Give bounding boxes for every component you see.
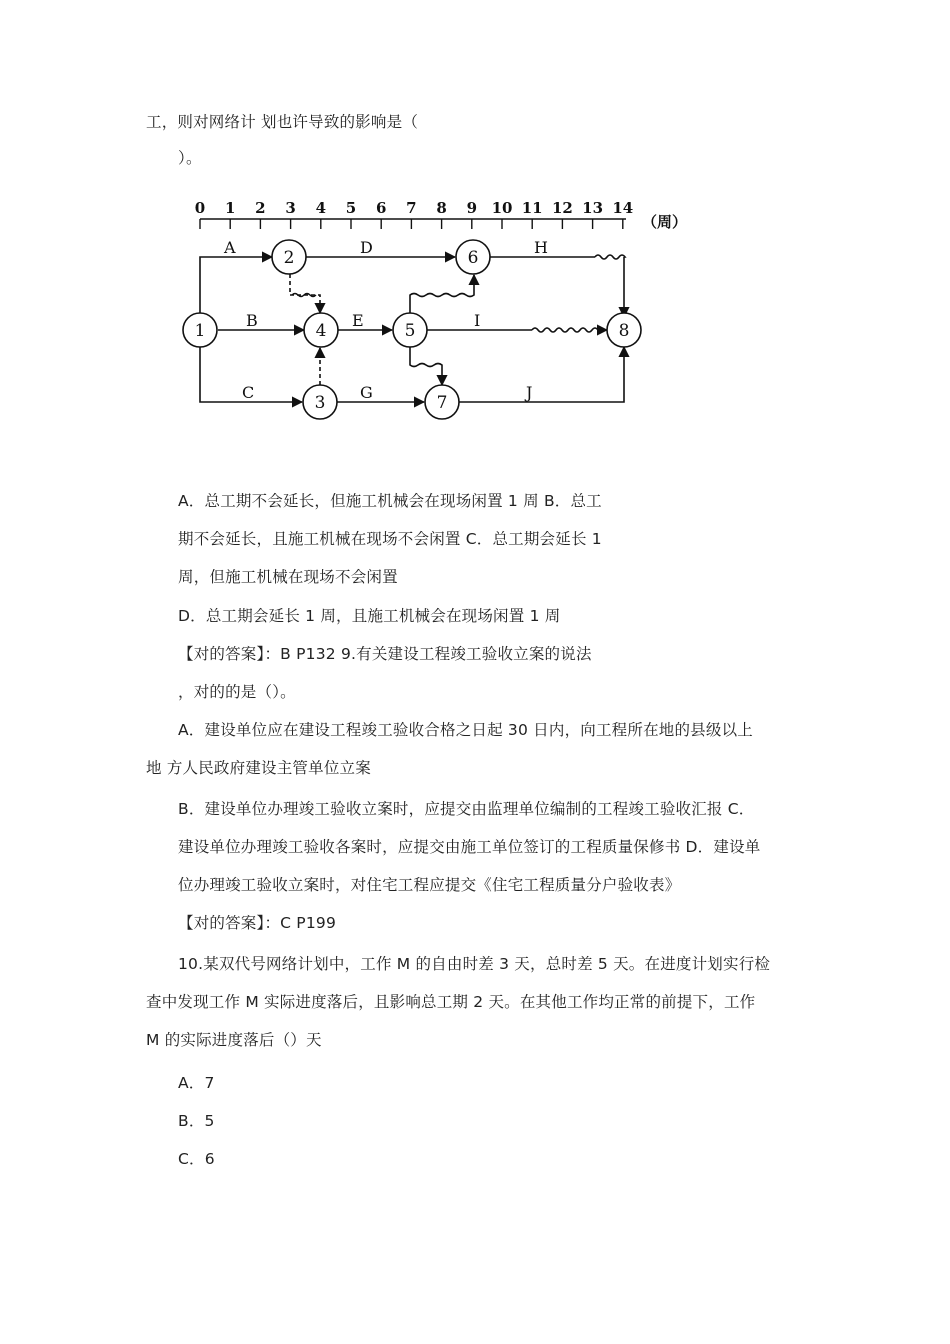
text-line: 周，但施工机械在现场不会闲置	[178, 568, 398, 586]
label-I: I	[474, 311, 481, 330]
label-H: H	[534, 238, 548, 257]
label-E: E	[352, 311, 364, 330]
text-line: D．总工期会延长 1 周，且施工机械会在现场闲置 1 周	[178, 607, 561, 625]
text-line: 10.某双代号网络计划中，工作 M 的自由时差 3 天，总时差 5 天。在进度计划实行检	[178, 955, 771, 973]
text-line: B．5	[178, 1112, 215, 1130]
label-D: D	[360, 238, 373, 257]
text-line: B．建设单位办理竣工验收立案时，应提交由监理单位编制的工程竣工验收汇报 C．	[178, 800, 755, 818]
time-scale	[195, 199, 687, 231]
text-line: ，对的的是（）。	[178, 683, 296, 701]
wave-H	[595, 255, 625, 259]
node-8: 8	[618, 321, 630, 341]
text-line: A．建设单位应在建设工程竣工验收合格之日起 30 日内，向工程所在地的县级以上	[178, 721, 753, 739]
wave-5-7	[410, 347, 442, 385]
scale-tick-label: 0	[194, 199, 206, 217]
text-line: 期不会延长，且施工机械在现场不会闲置 C．总工期会延长 1	[178, 530, 602, 548]
scale-tick-label: 1	[224, 199, 236, 217]
wave-5-6	[410, 275, 474, 313]
text-line: 工，则对网络计 划也许导致的影响是（	[146, 113, 419, 131]
node-2: 2	[283, 248, 295, 268]
node-4: 4	[315, 321, 327, 341]
scale-tick-label: 11	[521, 199, 543, 217]
scale-tick-label: 13	[582, 199, 604, 217]
scale-tick-label: 9	[466, 199, 478, 217]
text-line: 地 方人民政府建设主管单位立案	[146, 759, 371, 777]
scale-tick-label: 10	[491, 199, 513, 217]
arrow-A	[200, 257, 272, 313]
scale-tick-label: 6	[375, 199, 387, 217]
scale-unit: （周）	[642, 213, 688, 231]
label-J: J	[526, 383, 533, 402]
node-5: 5	[404, 321, 416, 341]
text-line: 建设单位办理竣工验收各案时，应提交由施工单位签订的工程质量保修书 D．建设单	[178, 838, 761, 856]
text-line: 【对的答案】：C P199	[178, 914, 337, 932]
label-B: B	[246, 311, 258, 330]
node-7: 7	[436, 393, 448, 413]
label-G: G	[360, 383, 373, 402]
scale-tick-label: 4	[315, 199, 327, 217]
text-line: 查中发现工作 M 实际进度落后，且影响总工期 2 天。在其他工作均正常的前提下，工作	[146, 993, 756, 1011]
scale-tick-label: 8	[436, 199, 447, 217]
text-line: M 的实际进度落后（）天	[146, 1031, 322, 1049]
network-diagram	[180, 195, 700, 425]
text-line: A．总工期不会延长，但施工机械会在现场闲置 1 周 B．总工	[178, 492, 602, 510]
arrow-J	[459, 347, 624, 402]
wave-I	[532, 328, 598, 332]
text-line: C．6	[178, 1150, 215, 1168]
scale-tick-label: 5	[345, 199, 357, 217]
text-line: 【对的答案】：B P132 9.有关建设工程竣工验收立案的说法	[178, 645, 592, 663]
scale-tick-label: 2	[255, 199, 266, 217]
activity-labels	[223, 238, 548, 402]
label-A: A	[224, 238, 236, 257]
scale-tick-label: 14	[612, 199, 634, 217]
node-3: 3	[314, 393, 326, 413]
scale-tick-label: 3	[285, 199, 296, 217]
text-line: ）。	[178, 149, 202, 167]
scale-tick-label: 12	[551, 199, 573, 217]
node-1: 1	[194, 321, 206, 341]
text-line: 位办理竣工验收立案时，对住宅工程应提交《住宅工程质量分户验收表》	[178, 876, 681, 894]
text-line: A．7	[178, 1074, 215, 1092]
node-6: 6	[467, 248, 479, 268]
scale-tick-label: 7	[406, 199, 417, 217]
label-C: C	[242, 383, 255, 402]
